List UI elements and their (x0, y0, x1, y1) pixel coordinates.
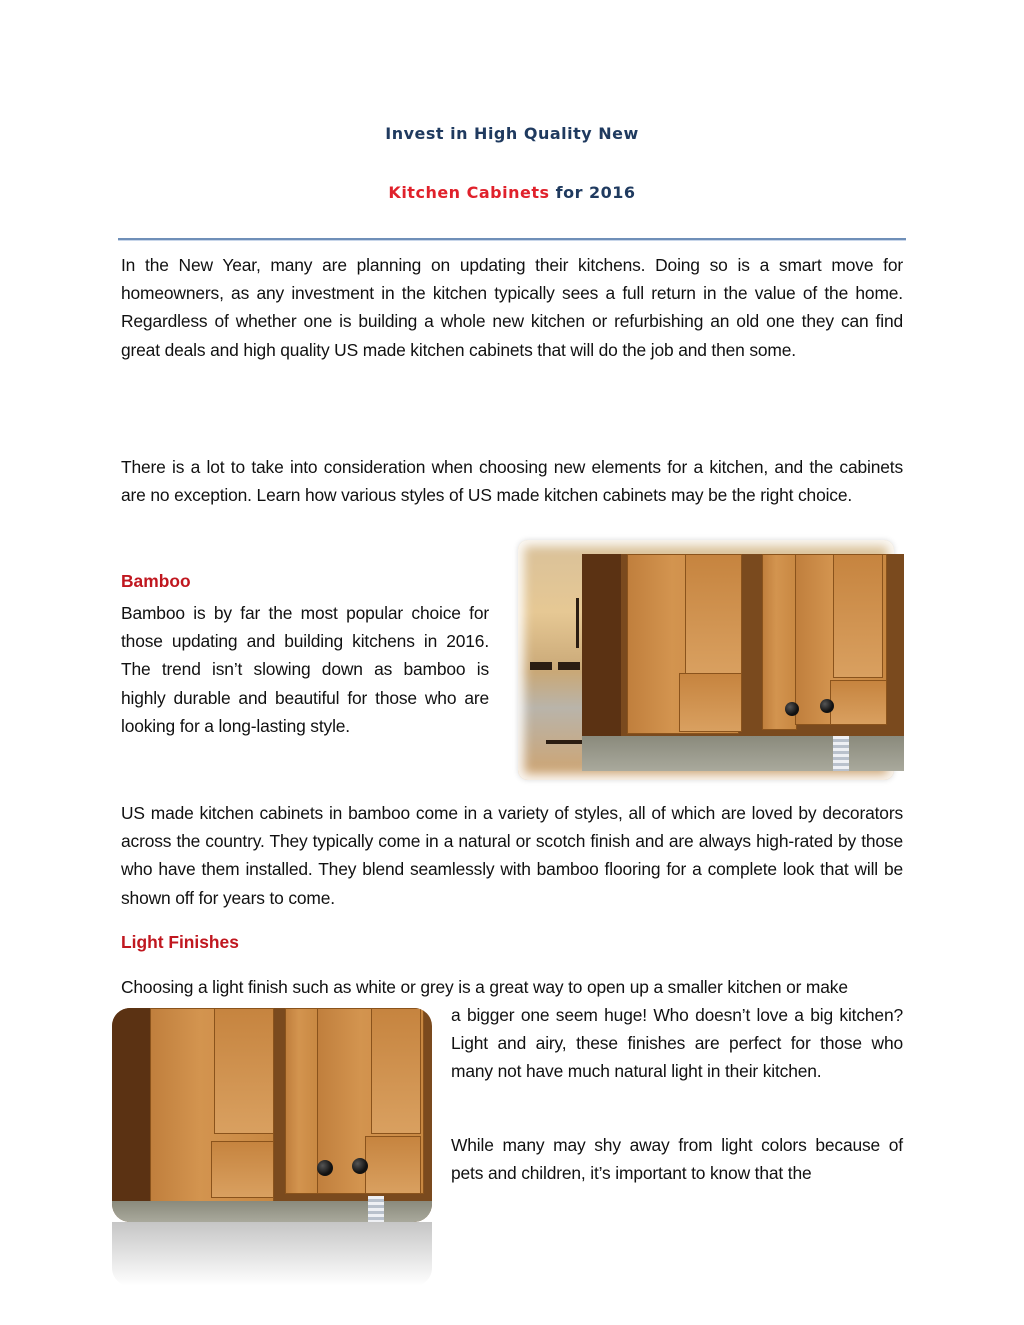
light-finishes-paragraph-1: a bigger one seem huge! Who doesn’t love a big kitchen? Light and airy, these finishes are perfect for those who many not have much natural light in their kitchen. (451, 1005, 903, 1082)
wood-cabinet-image (582, 554, 904, 771)
consideration-paragraph: There is a lot to take into consideration when choosing new elements for a kitchen, and the cabinets are no exception. Learn how various styles of US made kitchen cabinets may be the right choice. (121, 457, 903, 506)
light-finishes-heading: Light Finishes (121, 932, 239, 952)
title-highlight: Kitchen Cabinets (388, 183, 550, 202)
light-finishes-lead: Choosing a light finish such as white or grey is a great way to open up a smaller kitchen or make (121, 977, 848, 997)
title-divider (118, 238, 906, 240)
wood-cabinet-image-2 (112, 1008, 432, 1222)
light-finishes-paragraph-2: While many may shy away from light colors because of pets and children, it’s important to know that the (451, 1135, 903, 1184)
bamboo-paragraph-1: Bamboo is by far the most popular choice for those updating and building kitchens in 2016. The trend isn’t slowing down as bamboo is highly durable and beautiful for those who are looking for a long-lasting style. (121, 603, 489, 736)
document-title-line2 (0, 183, 1024, 202)
intro-paragraph: In the New Year, many are planning on updating their kitchens. Doing so is a smart move for homeowners, as any investment in the kitchen typically sees a full return in the value of the home. Regardless of whether one is building a whole new kitchen or refurbishing an old one they can find great deals and high quality US made kitchen cabinets that will do the job and then some. (121, 255, 903, 360)
bamboo-heading: Bamboo (121, 571, 191, 591)
bamboo-paragraph-2: US made kitchen cabinets in bamboo come in a variety of styles, all of which are loved by decorators across the country. They typically come in a natural or scotch finish and are always high-rated by those who have them installed. They blend seamlessly with bamboo flooring for a complete look that will be shown off for years to come. (121, 803, 903, 908)
document-title-line1: Invest in High Quality New (385, 124, 639, 143)
title-rest: for 2016 (555, 183, 636, 202)
image-reflection (112, 1222, 432, 1286)
